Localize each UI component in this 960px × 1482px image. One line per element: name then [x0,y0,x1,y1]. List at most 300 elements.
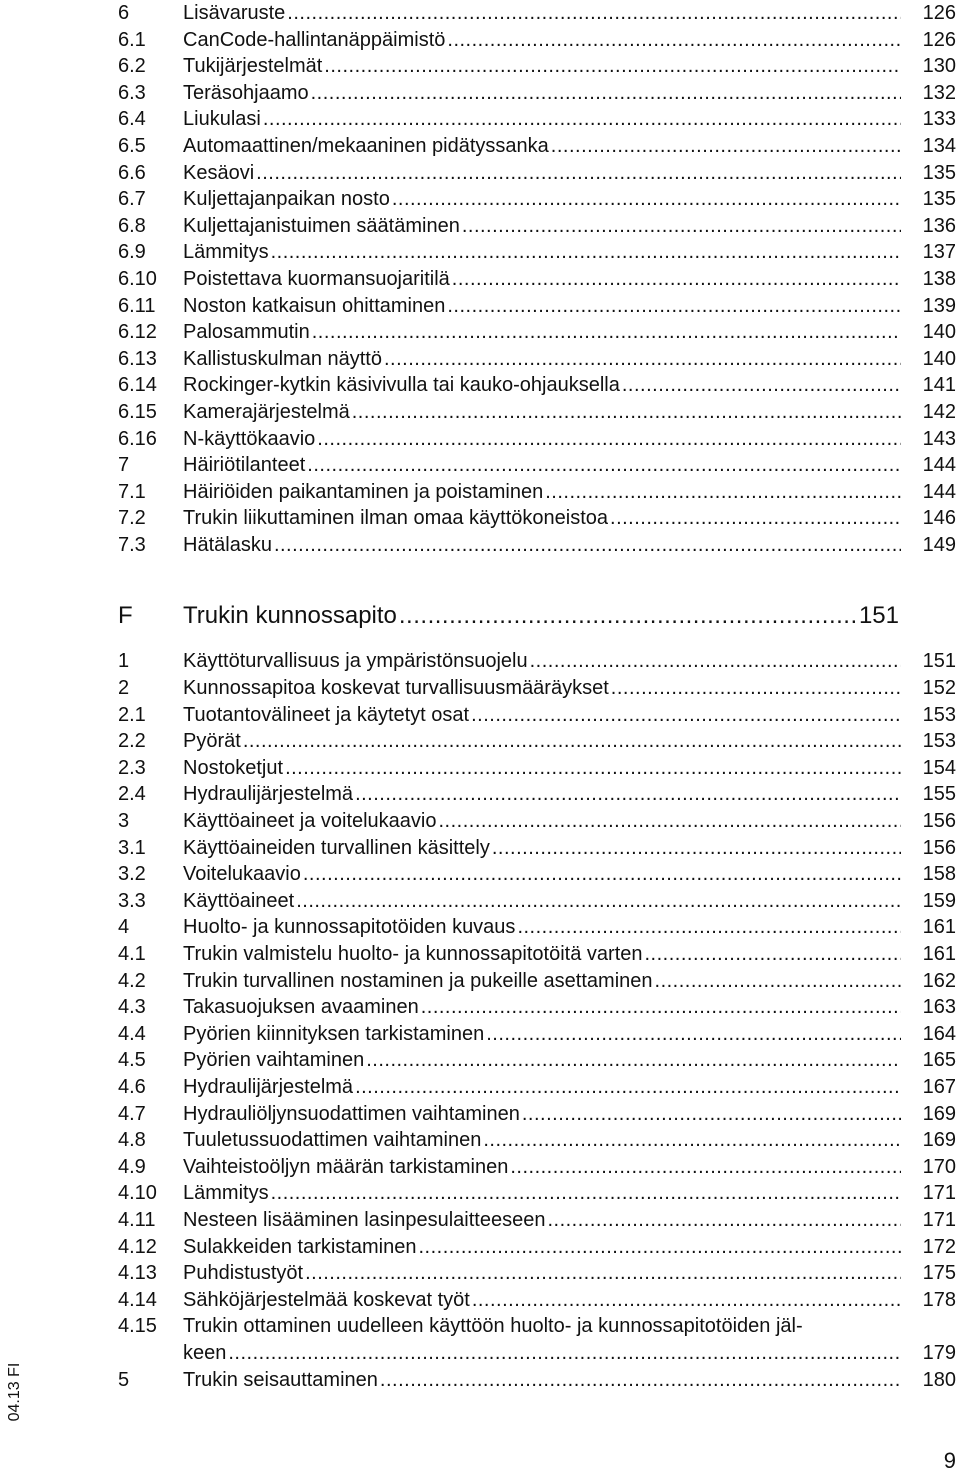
entry-number: 4.12 [118,1235,157,1258]
entry-body [183,1340,901,1367]
entry-title: Pyörien kiinnityksen tarkistaminen [183,1022,485,1045]
leader-dots [311,80,901,107]
entry-title: Kuljettajanistuimen säätäminen [183,214,460,237]
entry-page: 132 [922,81,956,104]
entry-title: Teräsohjaamo [183,81,309,104]
toc-entry[interactable] [118,293,958,320]
toc-entry[interactable] [118,808,958,835]
entry-title: Tuuletussuodattimen vaihtaminen [183,1129,482,1152]
entry-number: 3 [118,810,130,833]
toc-entry[interactable] [118,1021,958,1048]
toc-entry[interactable] [118,532,958,559]
leader-dots [287,0,901,27]
entry-title: Rockinger-kytkin käsivivulla tai kauko-ohjauksella [183,374,620,397]
entry-number: 6.5 [118,134,146,157]
toc-entry[interactable] [118,648,958,675]
leader-dots [517,914,901,941]
table-of-contents [118,0,958,1393]
toc-entry[interactable] [118,426,958,453]
leader-dots [307,452,901,479]
toc-entry[interactable] [118,1260,958,1287]
entry-title: Häiriöiden paikantaminen ja poistaminen [183,480,544,503]
entry-title: Nesteen lisääminen lasinpesulaitteeseen [183,1208,546,1231]
entry-number: 2.4 [118,783,146,806]
toc-entry[interactable] [118,1287,958,1314]
toc-entry[interactable] [118,479,958,506]
toc-entry[interactable] [118,452,958,479]
entry-body [183,1047,901,1074]
entry-number: 4.14 [118,1288,157,1311]
entry-page: 163 [922,996,956,1019]
entry-page: 167 [922,1075,956,1098]
entry-title: Hydrauliöljynsuodattimen vaihtaminen [183,1102,520,1125]
entry-body [183,781,901,808]
leader-dots [274,532,901,559]
toc-entry[interactable] [118,675,958,702]
entry-page: 138 [922,267,956,290]
entry-number: 6.13 [118,347,157,370]
leader-dots [256,160,901,187]
entry-page: 178 [922,1288,956,1311]
entry-title: Sähköjärjestelmää koskevat työt [183,1288,470,1311]
toc-entry[interactable] [118,106,958,133]
toc-entry[interactable] [118,702,958,729]
entry-body [183,1287,901,1314]
entry-page: 126 [922,28,956,51]
entry-page: 140 [922,321,956,344]
entry-number: 6.3 [118,81,146,104]
entry-title: Nostoketjut [183,756,284,779]
entry-number: 6.9 [118,241,146,264]
toc-entry[interactable] [118,888,958,915]
entry-title: N-käyttökaavio [183,427,316,450]
toc-entry[interactable] [118,1180,958,1207]
entry-page: 155 [922,783,956,806]
entry-body [183,888,901,915]
entry-title: Hydraulijärjestelmä [183,783,354,806]
entry-title-continuation: keen [183,1341,227,1364]
entry-title: Hydraulijärjestelmä [183,1075,354,1098]
entry-title: Trukin seisauttaminen [183,1368,378,1391]
entry-title: Käyttöturvallisuus ja ympäristönsuojelu [183,650,528,673]
entry-page: 136 [922,214,956,237]
entry-title: Pyörät [183,730,241,753]
entry-number: 4.3 [118,996,146,1019]
toc-entry[interactable] [118,505,958,532]
entry-number: 3.3 [118,889,146,912]
entry-body [183,994,901,1021]
leader-dots [418,1234,901,1261]
toc-entry[interactable] [118,1207,958,1234]
entry-body [183,808,901,835]
entry-number: 4.9 [118,1155,146,1178]
entry-number: 2.1 [118,703,146,726]
entry-body [183,27,901,54]
entry-body [183,1127,901,1154]
leader-dots [355,781,901,808]
entry-page: 149 [922,533,956,556]
leader-dots [622,372,901,399]
entry-title: Poistettava kuormansuojaritilä [183,267,450,290]
entry-body [183,293,901,320]
entry-title: Kuljettajanpaikan nosto [183,188,390,211]
toc-list-top [118,0,958,558]
entry-page: 146 [922,507,956,530]
entry-body [183,186,901,213]
section-number: F [118,602,133,630]
entry-title: Lisävaruste [183,2,286,24]
entry-page: 135 [922,188,956,211]
toc-entry[interactable] [118,861,958,888]
entry-number: 6.11 [118,294,156,317]
entry-page: 171 [922,1182,956,1205]
document-code [0,1349,26,1439]
entry-page: 180 [922,1368,956,1391]
entry-title: Liukulasi [183,108,261,131]
entry-number: 6.15 [118,400,157,423]
entry-title: Trukin liikuttaminen ilman omaa käyttökoneistoa [183,507,609,530]
toc-entry[interactable] [118,239,958,266]
entry-body [183,1021,901,1048]
entry-number: 4.13 [118,1262,157,1285]
entry-page: 169 [922,1102,956,1125]
entry-body [183,968,901,995]
entry-body [183,1234,901,1261]
leader-dots [243,728,901,755]
entry-number: 3.1 [118,836,146,859]
toc-entry[interactable] [118,27,958,54]
entry-body [183,1367,901,1394]
leader-dots [645,941,902,968]
entry-page: 134 [922,134,956,157]
entry-page: 161 [922,916,956,939]
entry-title: Lämmitys [183,1182,269,1205]
leader-dots [366,1047,901,1074]
entry-page: 154 [922,756,956,779]
entry-body [183,1180,901,1207]
entry-title: Kunnossapitoa koskevat turvallisuusmääräykset [183,677,609,700]
page-number: 9 [943,1448,956,1473]
leader-dots [610,505,901,532]
entry-page: 158 [922,863,956,886]
leader-dots [324,53,901,80]
entry-page: 126 [922,2,956,24]
leader-dots [611,675,901,702]
entry-body [183,80,901,107]
entry-page: 153 [922,730,956,753]
entry-number: 7.1 [118,480,146,503]
entry-number: 6.16 [118,427,157,450]
toc-list-bottom [118,648,958,1393]
entry-page: 175 [922,1262,956,1285]
leader-dots [303,861,901,888]
entry-number: 5 [118,1368,130,1391]
leader-dots [551,133,901,160]
entry-number: 6.14 [118,374,157,397]
entry-title: Vaihteistoöljyn määrän tarkistaminen [183,1155,509,1178]
entry-number: 6.12 [118,321,157,344]
entry-page: 171 [922,1208,956,1231]
entry-body [183,1207,901,1234]
leader-dots [380,1367,901,1394]
toc-entry[interactable] [118,160,958,187]
entry-page: 141 [922,374,956,397]
entry-title: Sulakkeiden tarkistaminen [183,1235,417,1258]
entry-number: 7.2 [118,507,146,530]
toc-entry[interactable] [118,755,958,782]
entry-page: 152 [922,677,956,700]
entry-title: Kamerajärjestelmä [183,400,350,423]
entry-number: 7.3 [118,533,146,556]
entry-body [183,213,901,240]
toc-entry[interactable] [118,186,958,213]
entry-body [183,239,901,266]
entry-number: 2.3 [118,756,146,779]
entry-page: 144 [922,454,956,477]
leader-dots [471,702,901,729]
leader-dots [545,479,901,506]
entry-title: Huolto- ja kunnossapitotöiden kuvaus [183,916,516,939]
entry-number: 6.4 [118,108,146,131]
toc-entry[interactable] [118,781,958,808]
entry-title: Hätälasku [183,533,272,556]
entry-body [183,106,901,133]
leader-dots [352,399,901,426]
entry-body [183,505,901,532]
entry-number: 4.11 [118,1208,156,1231]
toc-entry[interactable] [118,53,958,80]
entry-page: 137 [922,241,956,264]
entry-body [183,835,901,862]
leader-dots [285,755,901,782]
entry-number: 4.15 [118,1315,157,1338]
toc-entry[interactable] [118,1074,958,1101]
entry-page: 159 [922,889,956,912]
toc-entry[interactable] [118,372,958,399]
entry-number: 4 [118,916,130,939]
leader-dots [271,1180,901,1207]
entry-page: 142 [922,400,956,423]
entry-title: Häiriötilanteet [183,454,306,477]
entry-body [183,914,901,941]
entry-number: 3.2 [118,863,146,886]
entry-number: 2 [118,677,130,700]
leader-dots [492,835,901,862]
entry-page: 162 [922,969,956,992]
entry-title: Trukin turvallinen nostaminen ja pukeille asettaminen [183,969,653,992]
entry-title: Voitelukaavio [183,863,301,886]
entry-body [183,160,901,187]
leader-dots [263,106,901,133]
leader-dots [510,1154,901,1181]
toc-entry-continuation[interactable] [118,1340,958,1367]
entry-page: 179 [922,1341,956,1364]
entry-title: Tukijärjestelmät [183,55,323,78]
toc-entry[interactable] [118,994,958,1021]
toc-entry[interactable] [118,399,958,426]
entry-number: 6.10 [118,267,157,290]
entry-body [183,861,901,888]
leader-dots [547,1207,901,1234]
entry-number: 2.2 [118,730,146,753]
entry-page: 151 [922,650,956,673]
toc-entry[interactable] [118,1047,958,1074]
toc-entry[interactable] [118,914,958,941]
entry-body [183,319,901,346]
leader-dots [384,346,901,373]
toc-entry[interactable] [118,0,958,27]
entry-body [183,346,901,373]
entry-number: 4.7 [118,1102,146,1125]
entry-body [183,1313,901,1340]
entry-page: 161 [922,943,956,965]
toc-entry[interactable] [118,80,958,107]
leader-dots [399,596,859,636]
toc-entry[interactable] [118,1101,958,1128]
toc-entry[interactable] [118,266,958,293]
entry-title: Kesäovi [183,161,255,184]
entry-body [183,702,901,729]
entry-page: 156 [922,836,956,859]
toc-entry[interactable] [118,1234,958,1261]
toc-entry[interactable] [118,346,958,373]
toc-entry[interactable] [118,213,958,240]
entry-title: Trukin ottaminen uudelleen käyttöön huolto- ja kunnossapitotöiden jäl- [183,1315,803,1338]
entry-page: 139 [922,294,956,317]
leader-dots [228,1340,901,1367]
entry-title: Lämmitys [183,241,269,264]
entry-page: 133 [922,108,956,131]
entry-page: 169 [922,1129,956,1152]
leader-dots [483,1127,901,1154]
leader-dots [472,1287,901,1314]
entry-body [183,1074,901,1101]
entry-body [183,452,901,479]
entry-number: 4.8 [118,1129,146,1152]
toc-entry[interactable] [118,1127,958,1154]
entry-body [183,133,901,160]
entry-body [183,728,901,755]
leader-dots [452,266,901,293]
leader-dots [355,1074,901,1101]
entry-page: 130 [922,55,956,78]
section-entry [183,596,901,636]
leader-dots [462,213,901,240]
entry-page: 165 [922,1049,956,1072]
entry-title: Käyttöaineet [183,889,295,912]
entry-title: Noston katkaisun ohittaminen [183,294,446,317]
leader-dots [421,994,901,1021]
entry-page: 170 [922,1155,956,1178]
entry-title: Tuotantovälineet ja käytetyt osat [183,703,470,726]
entry-body [183,53,901,80]
toc-entry[interactable] [118,319,958,346]
entry-title: Puhdistustyöt [183,1262,304,1285]
entry-title: Trukin valmistelu huolto- ja kunnossapitotöitä varten [183,943,643,965]
entry-number: 6.6 [118,161,146,184]
toc-entry[interactable] [118,1367,958,1394]
toc-entry[interactable] [118,133,958,160]
entry-body [183,0,901,27]
document-code-text: 04.13 FI [6,1362,23,1422]
section-title: Trukin kunnossapito [183,602,397,630]
toc-entry[interactable] [118,941,958,968]
leader-dots [271,239,901,266]
leader-dots [312,319,901,346]
entry-number: 4.5 [118,1049,146,1072]
toc-entry[interactable] [118,1313,958,1340]
entry-title: Takasuojuksen avaaminen [183,996,419,1019]
toc-entry[interactable] [118,1154,958,1181]
entry-body [183,675,901,702]
toc-entry[interactable] [118,728,958,755]
entry-number: 6.8 [118,214,146,237]
entry-number: 4.2 [118,969,146,992]
entry-title: Kallistuskulman näyttö [183,347,382,370]
entry-number: 6.1 [118,28,146,51]
entry-page: 156 [922,810,956,833]
toc-section-heading[interactable] [118,596,958,636]
leader-dots [392,186,901,213]
leader-dots [522,1101,901,1128]
entry-title: Palosammutin [183,321,310,344]
entry-body [183,426,901,453]
entry-page: 135 [922,161,956,184]
entry-number: 4.6 [118,1075,146,1098]
entry-number: 7 [118,454,130,477]
leader-dots [296,888,901,915]
entry-title: CanCode-hallintanäppäimistö [183,28,446,51]
entry-title: Automaattinen/mekaaninen pidätyssanka [183,134,549,157]
entry-page: 144 [922,480,956,503]
entry-title: Käyttöaineet ja voitelukaavio [183,810,437,833]
toc-entry[interactable] [118,835,958,862]
toc-entry[interactable] [118,968,958,995]
entry-body [183,399,901,426]
entry-page: 153 [922,703,956,726]
entry-number: 1 [118,650,130,673]
entry-number: 4.4 [118,1022,146,1045]
entry-body [183,1154,901,1181]
entry-body [183,372,901,399]
leader-dots [317,426,901,453]
entry-body [183,479,901,506]
entry-page: 164 [922,1022,956,1045]
entry-body [183,266,901,293]
entry-body [183,1101,901,1128]
leader-dots [486,1021,901,1048]
entry-body [183,941,901,968]
entry-body [183,755,901,782]
leader-dots [447,293,901,320]
entry-body [183,532,901,559]
entry-title: Käyttöaineiden turvallinen käsittely [183,836,490,859]
leader-dots [655,968,901,995]
entry-number: 6.2 [118,55,146,78]
leader-dots [530,648,901,675]
leader-dots [305,1260,901,1287]
entry-number: 6.7 [118,188,146,211]
entry-page: 143 [922,427,956,450]
entry-body [183,1260,901,1287]
leader-dots [439,808,902,835]
entry-body [183,648,901,675]
entry-page: 172 [922,1235,956,1258]
entry-number: 6 [118,2,130,24]
entry-number: 4.10 [118,1182,157,1205]
leader-dots [447,27,901,54]
section-page: 151 [858,602,899,630]
